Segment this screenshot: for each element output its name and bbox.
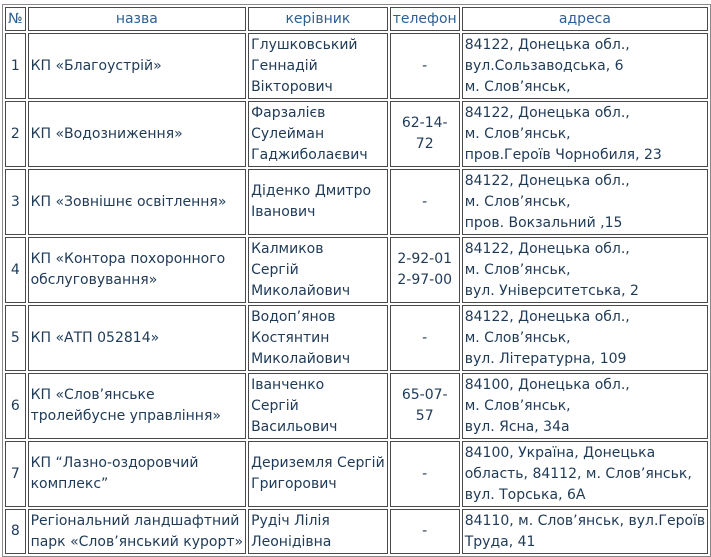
row-address: 84110, м. Слов’янськ, вул.Героїв Труда, 41 xyxy=(462,509,708,554)
row-phone: - xyxy=(390,509,460,554)
row-phone: - xyxy=(390,305,460,371)
row-head: Іванченко Сергій Васильович xyxy=(248,373,388,439)
table-row xyxy=(5,237,708,303)
enterprises-table xyxy=(2,4,711,557)
row-address: 84100, Донецька обл., м. Слов’янськ, вул. Ясна, 34а xyxy=(462,373,708,439)
table-header-row xyxy=(5,7,708,31)
row-name: КП «Благоустрій» xyxy=(28,33,247,99)
row-name: КП «Слов’янське тролейбусне управління» xyxy=(28,373,247,439)
row-address: 84122, Донецька обл., м. Слов’янськ, пров.Героїв Чорнобиля, 23 xyxy=(462,101,708,167)
table-row xyxy=(5,169,708,235)
row-name: Регіональний ландшафтний парк «Слов’янський курорт» xyxy=(28,509,247,554)
row-address: 84122, Донецька обл., вул.Сользаводська, 6 м. Слов’янськ, xyxy=(462,33,708,99)
row-name: КП «Водозниження» xyxy=(28,101,247,167)
row-num: 5 xyxy=(5,305,26,371)
row-phone: 2-92-01 2-97-00 xyxy=(390,237,460,303)
row-num: 6 xyxy=(5,373,26,439)
row-num: 7 xyxy=(5,441,26,507)
enterprises-table-wrapper xyxy=(2,4,711,557)
row-num: 3 xyxy=(5,169,26,235)
row-head: Фарзалієв Сулейман Гаджиболаєвич xyxy=(248,101,388,167)
row-num: 8 xyxy=(5,509,26,554)
row-address: 84100, Україна, Донецька область, 84112, м. Слов’янськ, вул. Торська, 6А xyxy=(462,441,708,507)
row-phone: 65-07- 57 xyxy=(390,373,460,439)
row-head: Калмиков Сергій Миколайович xyxy=(248,237,388,303)
row-address: 84122, Донецька обл., м. Слов’янськ, пров. Вокзальний ,15 xyxy=(462,169,708,235)
table-row xyxy=(5,305,708,371)
row-num: 2 xyxy=(5,101,26,167)
row-num: 4 xyxy=(5,237,26,303)
row-name: КП «АТП 052814» xyxy=(28,305,247,371)
header-phone: телефон xyxy=(390,7,460,31)
row-name: КП «Зовнішнє освітлення» xyxy=(28,169,247,235)
row-head: Дериземля Сергій Григорович xyxy=(248,441,388,507)
header-name: назва xyxy=(28,7,247,31)
row-phone: - xyxy=(390,169,460,235)
table-row xyxy=(5,101,708,167)
row-num: 1 xyxy=(5,33,26,99)
row-phone: - xyxy=(390,33,460,99)
table-row xyxy=(5,33,708,99)
table-row xyxy=(5,441,708,507)
row-address: 84122, Донецька обл., м. Слов’янськ, вул. Літературна, 109 xyxy=(462,305,708,371)
row-name: КП «Контора похоронного обслуговування» xyxy=(28,237,247,303)
table-row xyxy=(5,373,708,439)
header-address: адреса xyxy=(462,7,708,31)
row-address: 84122, Донецька обл., м. Слов’янськ, вул. Університетська, 2 xyxy=(462,237,708,303)
row-phone: - xyxy=(390,441,460,507)
row-name: КП “Лазно-оздоровчий комплекс” xyxy=(28,441,247,507)
table-row xyxy=(5,509,708,554)
row-head: Глушковський Геннадій Вікторович xyxy=(248,33,388,99)
header-num: № xyxy=(5,7,26,31)
row-head: Діденко Дмитро Іванович xyxy=(248,169,388,235)
header-head: керівник xyxy=(248,7,388,31)
row-head: Водоп’янов Костянтин Миколайович xyxy=(248,305,388,371)
row-head: Рудіч Лілія Леонідівна xyxy=(248,509,388,554)
row-phone: 62-14- 72 xyxy=(390,101,460,167)
